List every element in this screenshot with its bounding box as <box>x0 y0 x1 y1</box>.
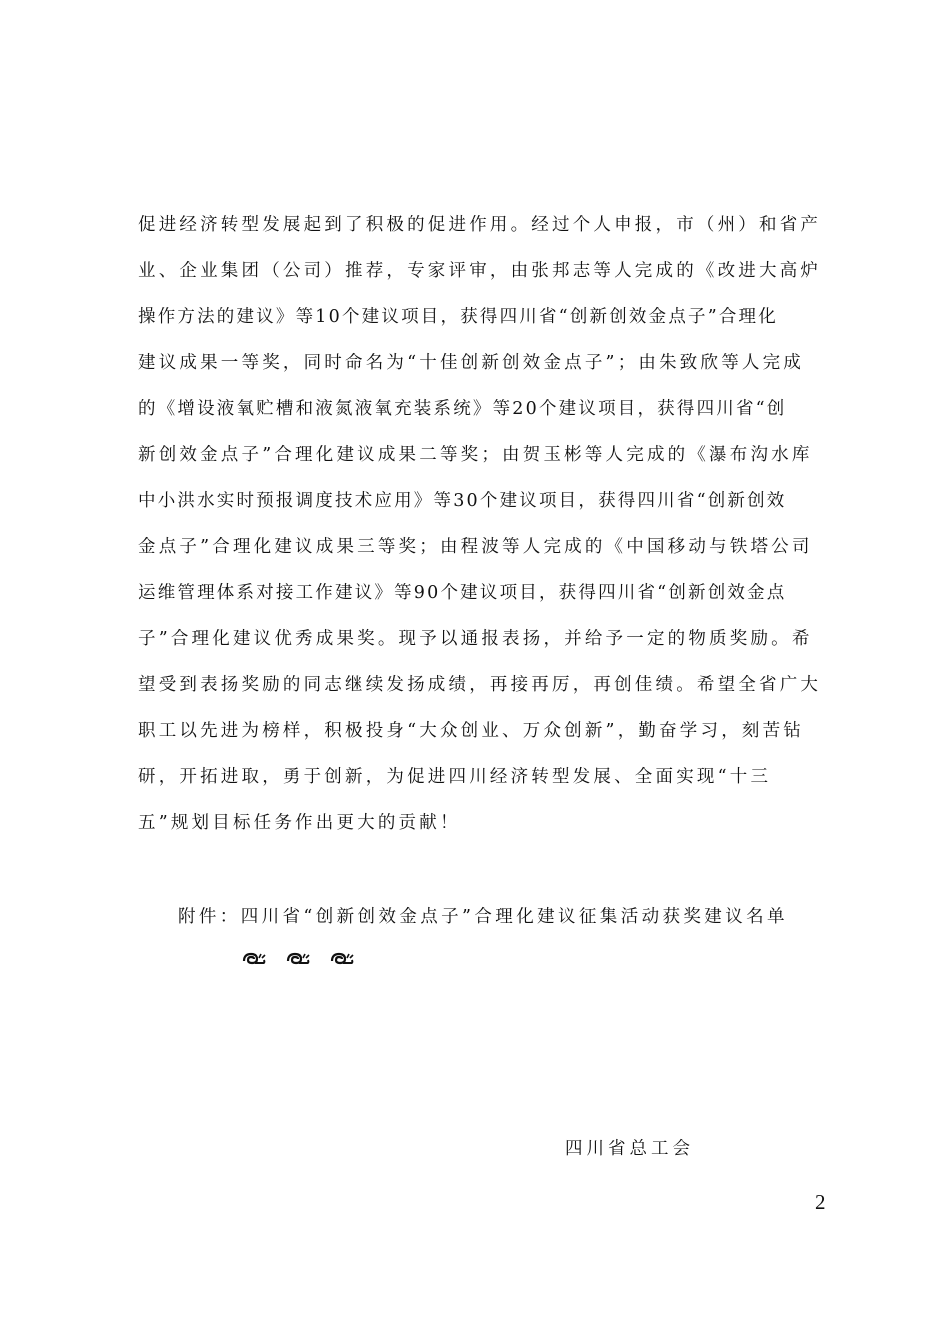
snail-ornament-icon <box>242 952 266 966</box>
body-paragraph <box>138 209 838 853</box>
body-line-7: 中小洪水实时预报调度技术应用》等30个建议项目，获得四川省“创新创效 <box>138 491 787 511</box>
snail-ornament-icon <box>286 952 310 966</box>
attachment-note: 附件：四川省“创新创效金点子”合理化建议征集活动获奖建议名单 <box>178 907 788 927</box>
body-line-8: 金点子”合理化建议成果三等奖；由程波等人完成的《中国移动与铁塔公司 <box>138 537 813 557</box>
body-line-6: 新创效金点子”合理化建议成果二等奖；由贺玉彬等人完成的《瀑布沟水库 <box>138 445 813 465</box>
issuer-signature: 四川省总工会 <box>565 1139 694 1159</box>
body-line-9: 运维管理体系对接工作建议》等90个建议项目，获得四川省“创新创效金点 <box>138 583 787 603</box>
ornament-divider <box>242 952 354 966</box>
body-line-5: 的《增设液氧贮槽和液氮液氧充装系统》等20个建议项目，获得四川省“创 <box>138 399 787 419</box>
body-line-2: 业、企业集团（公司）推荐，专家评审，由张邦志等人完成的《改进大高炉 <box>138 261 822 281</box>
body-line-10: 子”合理化建议优秀成果奖。现予以通报表扬，并给予一定的物质奖励。希 <box>138 629 813 649</box>
body-line-11: 望受到表扬奖励的同志继续发扬成绩，再接再厉，再创佳绩。希望全省广大 <box>138 675 822 695</box>
body-line-1: 促进经济转型发展起到了积极的促进作用。经过个人申报，市（州）和省产 <box>138 215 822 235</box>
snail-ornament-icon <box>330 952 354 966</box>
body-line-13: 研，开拓进取，勇于创新，为促进四川经济转型发展、全面实现“十三 <box>138 767 772 787</box>
body-line-14: 五”规划目标任务作出更大的贡献！ <box>138 813 461 833</box>
body-line-12: 职工以先进为榜样，积极投身“大众创业、万众创新”，勤奋学习，刻苦钻 <box>138 721 804 741</box>
body-line-3: 操作方法的建议》等10个建议项目，获得四川省“创新创效金点子”合理化 <box>138 307 778 327</box>
page-number: 2 <box>815 1190 826 1214</box>
body-line-4: 建议成果一等奖，同时命名为“十佳创新创效金点子”；由朱致欣等人完成 <box>138 353 804 373</box>
